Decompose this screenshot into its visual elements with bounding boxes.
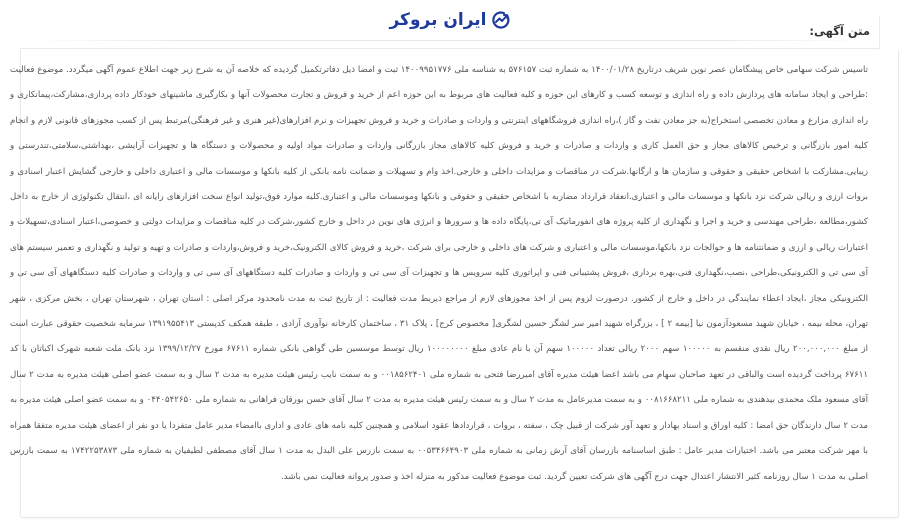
brand-name: ایران بروکر (389, 10, 487, 30)
ad-text-line: شهرستان تهران ، بخش مرکزی ، شهر تهران، محله بیمه ، خیابان شهید مسعودآزمون نیا [بیمه ۲ ] ، بزرگراه شهید امیر سر لشگر حسین لشگری[ مخصوص کرج] ، پلاک ۳۱ ، ساختمان کارخانه نوآوری آزادی ، طبقه همکف کدپستی ۱۳۹۱۹۵۵۴۱۳ (10, 293, 868, 330)
card-title-divider (20, 48, 880, 49)
ad-text-line: خصوصی،اعتبار اسنادی،تسهیلات و اعتبارات ریالی و ارزی و ضمانتنامه ها و حوالجات نزد بانکها،موسسات مالی و اعتباری و شرکت های داخلی و خارجی برای شرکت ،خرید و فروش کالای الکترونیک،خرید و فروش،واردات و صادرات و تهیه و (10, 217, 869, 253)
ad-text-line: کسب مجوزهای قانونی لازم و انجام کلیه امور بازرگانی و ترخیص کالاهای مجاز و حق العمل کاری و واردات و صادرات و خرید و فروش کلیه کالاهای مجاز بازرگانی واردات و صادرات مواد اولیه و محصولات و دستگاه ها و تجهیزات آرایشی (10, 115, 868, 152)
ad-text-line: سرمایه شخصیت حقوقی عبارت است از مبلغ ۲۰۰,۰۰۰,۰۰۰ ریال نقدی منقسم به ۱۰۰۰۰۰ سهم ۲۰۰۰ ریالی تعداد ۱۰۰۰۰۰ سهم آن با نام عادی مبلغ ۱۰۰۰۰۰۰۰۰ ریال توسط موسسین طی گواهی بانکی شماره ۶۷۶۱۱ مورخ ۱۳۹۹/۱۲/۲۷ نزد بانک ملت (10, 319, 869, 355)
ad-text-line: تولید و نگهداری و تعمیر سیستم های آی سی تی و الکترونیکی،طراحی ،نصب،نگهداری فنی،بهره برداری ،فروش پشتیبانی فنی و اپراتوری کلیه سرویس ها و تجهیزات آی سی تی و واردات و صادرات کلیه دستگاههای آی سی تی و واردات و (10, 242, 868, 279)
ad-text-line: گشایش اعتبار اسنادی و بروات ارزی و ریالی شرکت نزد بانکها و موسسات مالی و اعتباری.انعقاد قرارداد مضاربه با اشخاص حقیقی و حقوقی و بانکها وموسسات مالی و اعتباری.کلیه موارد فوق،تولید انواع سخت افزارهای رایانه ای ،انتقال (10, 166, 868, 203)
ad-text-line: تاسیس شرکت سهامی خاص پیشگامان عصر نوین شریف درتاریخ ۱۴۰۰/۰۱/۲۸ به شماره ثبت ۵۷۶۱۵۷ به شناسه ملی ۱۴۰۰۹۹۵۱۷۷۶ ثبت و امضا ذیل دفاترتکمیل گردیده که خلاصه آن به شرح زیر جهت اطلاع عموم آگهی میگردد. موضوع (37, 65, 868, 75)
ad-text-line: صادرات کلیه دستگاههای آی سی تی و الکترونیکی مجاز ،ایجاد اعطاء نمایندگی در داخل و خارج از کشور. درصورت لزوم پس از اخذ مجوزهای لازم از مراجع ذیربط مدت فعالیت : از تاریخ ثبت به مدت نامحدود مرکز اصلی : استان تهران ، (10, 268, 868, 304)
ad-text-line: هیئت مدیره به مدت ۲ سال آقای مسعود ملک محمدی بیدهندی به شماره ملی ۰۰۸۱۶۶۸۲۱۱ و به سمت مدیرعامل به مدت ۲ سال و به سمت رئیس هیئت مدیره به مدت ۲ سال آقای حسن بورقان فراهانی به شماره ملی ۰۴۴۰۵۴۲۶۵۰ و به (10, 369, 869, 406)
ad-text-line: نفر از اعضای هیئت مدیره متفقا همراه با مهر شرکت معتبر می باشد. اختیارات مدیر عامل : طبق اساسنامه بازرسان آقای آرش زمانی به شماره ملی ۰۰۵۳۴۶۶۴۹۰۳ به سمت بازرس علی البدل به مدت ۱ سال آقای مصطفی لطیفیان به شماره (10, 420, 868, 457)
ad-text-line: شعبه شهرک اکباتان با کد ۶۷۶۱۱ پرداخت گردیده است والباقی در تعهد صاحبان سهام می باشد اعضا هیئت مدیره آقای امیررضا فتحی به شماره ملی ۰۰۱۸۵۶۲۴۰۱ و به سمت نایب رئیس هیئت مدیره به مدت ۲ سال و به سمت عضو اصلی (10, 344, 868, 380)
ad-text-line: سمت عضو اصلی هیئت مدیره به مدت ۲ سال دارندگان حق امضا : کلیه اوراق و اسناد بهادار و تعهد آور شرکت از قبیل چک ، سفته ، بروات ، قراردادها عقود اسلامی و همچنین کلیه نامه های عادی و اداری باامضاء مدیر عامل متفردا یا دو (10, 395, 868, 431)
card-header (10, 20, 880, 48)
ad-card (10, 8, 890, 511)
ad-text-line: تکنولوژی از خارج به داخل کشور،مطالعه ،طراحی مهندسی و خرید و اجرا و نگهداری از کلیه پروژه های انفورماتیک آی تی،پایگاه داده ها و سرورها و انرژی های نوین در داخل و خارج کشور،شرکت در کلیه مناقصات و مزایدات دولتی و (10, 192, 868, 228)
ad-text-line: ،بهداشتی،سلامتی،تندرستی و زیبایی.مشارکت با اشخاص حقیقی و حقوقی و سازمان ها و ارگانها.شرکت در مناقصات و مزایدات داخلی و خارجی.اخذ وام و تسهیلات و ضمانت نامه بانکی از کلیه بانکها و موسسات مالی و اعتباری داخلی و خارجی (10, 141, 868, 177)
ad-body-text (10, 58, 868, 490)
ad-text-line: ملی ۱۷۴۲۲۵۳۸۷۳ به سمت بازرس اصلی به مدت ۱ سال روزنامه کثیر الانتشار اعتدال جهت درج آگهی های شرکت تعیین گردید. ثبت موضوع فعالیت مذکور به منزله اخذ و صدور پروانه فعالیت نمی باشد. (10, 446, 868, 482)
ad-text-line: پردازی،مشارکت،پیمانکاری و راه اندازی مزارع و معادن تخصصی استخراج(به جز معادن نفت و گاز )،راه اندازی فروشگاههای اینترنتی و واردات و صادرات و خرید و فروش تجهیزات و نرم افزارهای(غیر هنری و غیر فرهنگی)مرتبط پس از (10, 90, 869, 126)
ad-text-line: فعالیت :طراحی و ایجاد سامانه های پردازش داده و راه اندازی و توسعه کسب و کارهای این حوزه و کلیه فعالیت های مربوط به این حوزه اعم از خرید و فروش و تجارت محصولات آنها و بکارگیری ماشینهای خودکار داده (10, 65, 868, 101)
card-title: متن آگهی: (809, 24, 870, 38)
